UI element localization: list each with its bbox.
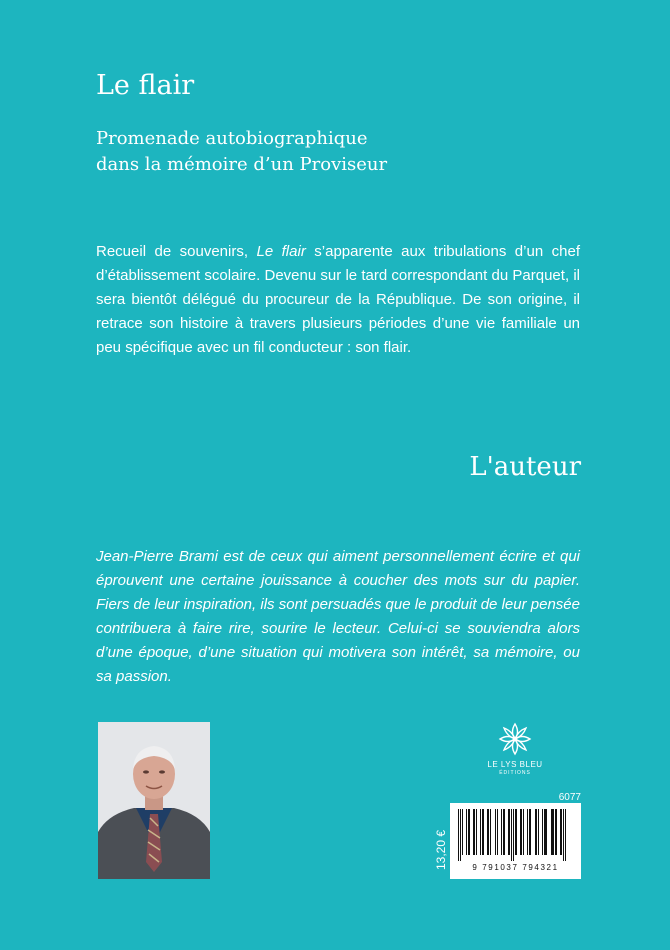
author-heading: L'auteur: [469, 452, 581, 482]
summary-rest: s’apparente aux tribulations d’un chef d’établissement scolaire. Devenu sur le tard correspondant du Parquet, il sera bientôt délégué du procureur de la République. De son origine, il retrace son histoire à travers plusieurs périodes d’une vie familiale un peu spécifique avec un fil conducteur : son flair.: [96, 243, 580, 356]
publisher-name: LE LYS BLEU: [487, 760, 543, 769]
author-photo: [98, 722, 210, 879]
barcode: [450, 803, 581, 879]
lys-flower-icon: [498, 722, 532, 756]
summary-title-italic: Le flair: [256, 243, 306, 260]
subtitle-line-1: Promenade autobiographique: [96, 128, 368, 149]
book-summary: [96, 240, 580, 360]
publisher-logo: [472, 722, 558, 776]
book-title: Le flair: [96, 70, 195, 101]
barcode-bars: [456, 809, 575, 861]
isbn-number: 9 791037 794321: [472, 863, 559, 872]
summary-start: Recueil de souvenirs,: [96, 243, 257, 260]
publisher-subtitle: ÉDITIONS: [499, 770, 531, 776]
book-subtitle: [96, 126, 387, 178]
author-portrait-illustration: [98, 722, 210, 879]
product-code: 6077: [558, 792, 581, 803]
price-label: 13,20 €: [434, 829, 448, 871]
subtitle-line-2: dans la mémoire d’un Proviseur: [96, 154, 388, 175]
author-bio: Jean-Pierre Brami est de ceux qui aiment personnellement écrire et qui éprouvent une certaine jouissance à coucher des mots sur du papier. Fiers de leur inspiration, ils sont persuadés que le produit de leur pensée contribuera à faire rire, sourire le lecteur. Celui-ci se souviendra alors d’une époque, d’une situation qui motivera son intérêt, sa mémoire, ou sa passion.: [96, 548, 580, 685]
